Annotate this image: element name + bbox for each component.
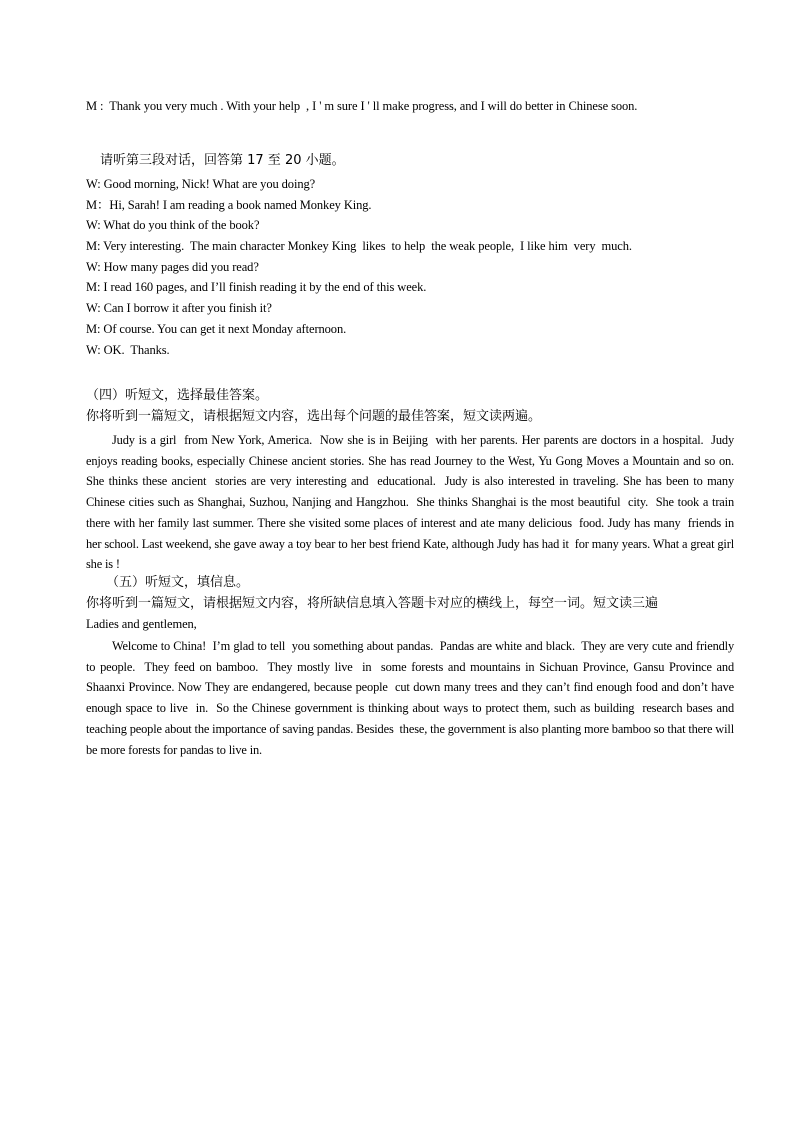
dialogue-line: W: Good morning, Nick! What are you doing? — [86, 177, 316, 191]
section4-instruction: 你将听到一篇短文，请根据短文内容，选出每个问题的最佳答案，短文读两遍。 — [86, 409, 542, 424]
section4-heading: （四）听短文，选择最佳答案。 — [86, 388, 269, 403]
section3-heading: 请听第三段对话，回答第 17 至 20 小题。 — [100, 153, 345, 168]
dialogue-line: W: What do you think of the book? — [86, 218, 260, 232]
section5-salutation: Ladies and gentlemen, — [86, 617, 197, 631]
dialogue-line: W: OK. Thanks. — [86, 343, 170, 357]
dialogue-line: M: I read 160 pages, and I’ll finish reading it by the end of this week. — [86, 280, 427, 294]
section5-instruction: 你将听到一篇短文，请根据短文内容，将所缺信息填入答题卡对应的横线上，每空一词。短文读三遍 — [86, 596, 659, 611]
dialogue-line: W: How many pages did you read? — [86, 260, 259, 274]
dialogue-line: W: Can I borrow it after you finish it? — [86, 301, 272, 315]
dialogue-line: M: Of course. You can get it next Monday afternoon. — [86, 322, 347, 336]
dialogue-line: M：Hi, Sarah! I am reading a book named Monkey King. — [86, 198, 372, 212]
dialogue-closing-line: M : Thank you very much . With your help , I ' m sure I ' ll make progress, and I will do better in Chinese soon. — [86, 99, 638, 113]
section5-passage: Welcome to China! I’m glad to tell you something about pandas. Pandas are white and black. They are very cute and friendly to people. They feed on bamboo. They mostly live in some forests and mountains in Sichuan Province, Gansu Province and Shaanxi Province. Now They are endangered, because people cut down many trees and they can’t find enough food and don’t have enough space to live in. So the Chinese government is thinking about ways to protect them, such as building research bases and teaching people about the importance of saving pandas. Besides these, the government is also planting more bamboo so that there will be more forests for pandas to live in. — [86, 639, 734, 757]
section4-passage: Judy is a girl from New York, America. Now she is in Beijing with her parents. Her parents are doctors in a hospital. Judy enjoys reading books, especially Chinese ancient stories. She has read Journey to the West, Yu Gong Moves a Mountain and so on. She thinks these ancient stories are very interesting and educational. Judy is also interested in traveling. She has been to many Chinese cities such as Shanghai, Suzhou, Nanjing and Hangzhou. She thinks Shanghai is the most beautiful city. She took a train there with her family last summer. There she visited some places of interest and ate many delicious food. Judy has many friends in her school. Last weekend, she gave away a toy bear to her best friend Kate, although Judy has had it for many years. What a great girl she is ! — [86, 433, 734, 572]
section5-heading: （五）听短文，填信息。 — [106, 575, 250, 590]
dialogue-line: M: Very interesting. The main character Monkey King likes to help the weak people, I like him very much. — [86, 239, 632, 253]
